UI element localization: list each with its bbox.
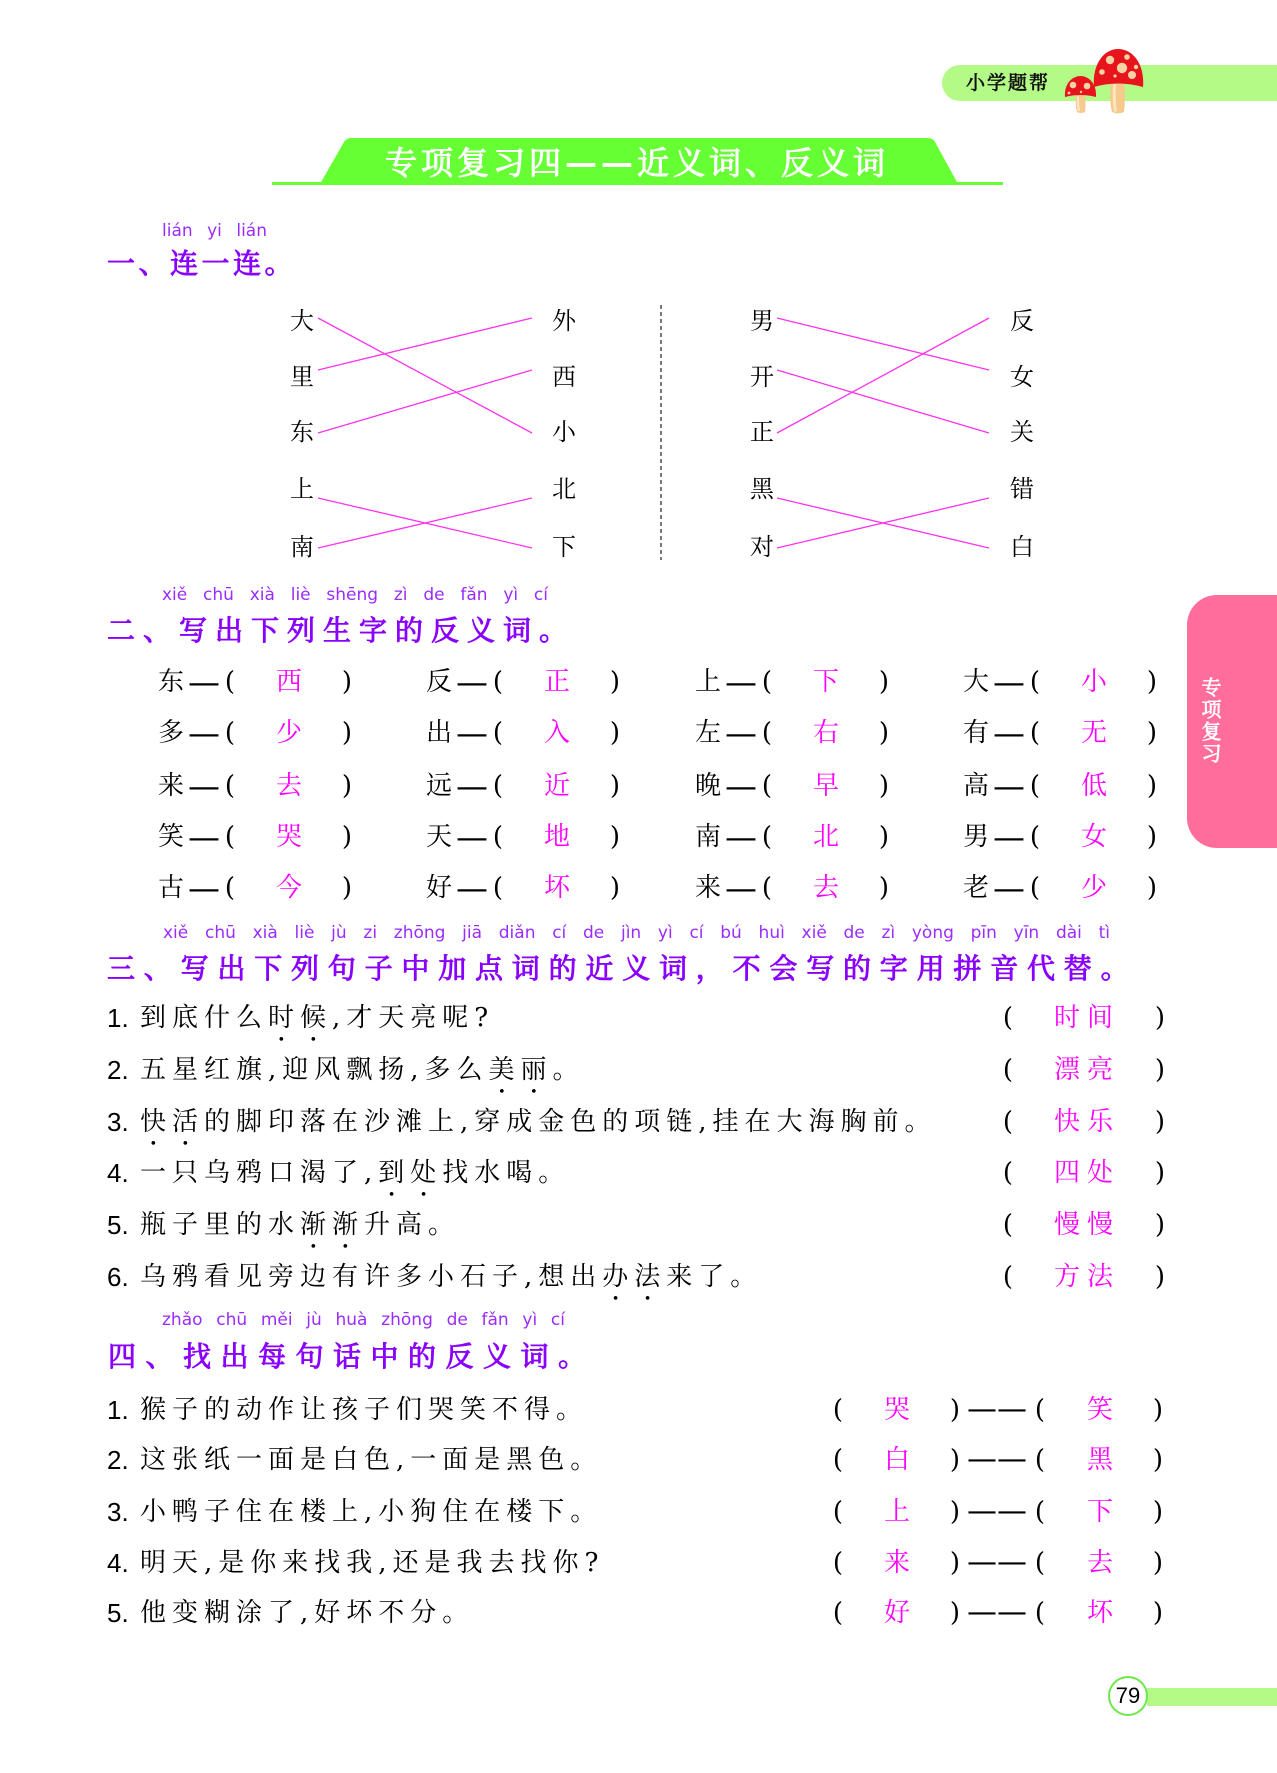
word: 高 [963, 771, 990, 801]
section-3-heading: 三、写出下列句子中加点词的近义词，不会写的字用拼音代替。 [107, 952, 1138, 985]
match-left-char: 南 [290, 533, 314, 561]
answer: 少 [276, 718, 303, 748]
close-paren: ) [1154, 1158, 1166, 1188]
open-paren: ( [1029, 667, 1041, 697]
answer-first: 白 [884, 1445, 911, 1475]
answer: 去 [813, 873, 840, 903]
answer: 北 [813, 822, 840, 852]
match-left-char: 东 [290, 418, 314, 446]
open-paren: ( [832, 1395, 844, 1425]
word: 有 [963, 718, 990, 748]
sentence-text-after: 找水喝。 [442, 1158, 571, 1188]
dash: — [993, 770, 1025, 802]
sentence-text-before: 到底什么 [140, 1003, 269, 1033]
antonym-pair [963, 717, 1173, 749]
answer: 坏 [544, 873, 571, 903]
open-paren: ( [224, 822, 236, 852]
match-left-char: 对 [750, 533, 774, 561]
open-paren: ( [224, 667, 236, 697]
item-number: 3. [107, 1497, 129, 1527]
answer: 哭 [276, 822, 303, 852]
antonym-pair [963, 872, 1173, 904]
page-number: 79 [1108, 1676, 1148, 1716]
sentence [140, 1209, 460, 1255]
sentence: 明天,是你来找我,还是我去找你? [140, 1548, 605, 1578]
sentence: 这张纸一面是白色,一面是黑色。 [140, 1445, 603, 1475]
match-left-char: 男 [750, 307, 774, 335]
sentence [140, 1157, 570, 1203]
sentence [140, 1261, 762, 1307]
match-left-char: 正 [750, 418, 774, 446]
close-paren: ) [609, 822, 621, 852]
answer: 四处 [1054, 1158, 1121, 1188]
connector-dash: —— [967, 1547, 1027, 1579]
item-number: 2. [107, 1445, 129, 1475]
close-paren: ) [609, 771, 621, 801]
dash: — [188, 872, 220, 904]
close-paren: ) [341, 667, 353, 697]
match-left-char: 里 [290, 363, 314, 391]
dash: — [993, 872, 1025, 904]
dash: — [188, 770, 220, 802]
item-number: 4. [107, 1548, 129, 1578]
answer: 去 [276, 771, 303, 801]
item-number: 4. [107, 1158, 129, 1188]
open-paren: ( [1002, 1107, 1014, 1137]
match-right-char: 白 [1010, 533, 1034, 561]
match-right-char: 外 [552, 307, 576, 335]
word: 晚 [695, 771, 722, 801]
open-paren: ( [492, 873, 504, 903]
page-footer-bar [1147, 1688, 1277, 1706]
answer-first: 哭 [884, 1395, 911, 1425]
antonym-pair [963, 821, 1173, 853]
dash: — [456, 666, 488, 698]
close-paren: ) [609, 873, 621, 903]
match-left-char: 大 [290, 307, 314, 335]
item-number: 6. [107, 1262, 129, 1292]
dash: — [725, 770, 757, 802]
answer-second: 笑 [1087, 1395, 1114, 1425]
match-right-char: 西 [552, 363, 576, 391]
match-line [777, 370, 989, 433]
close-paren: ) [1152, 1497, 1164, 1527]
dash: — [456, 872, 488, 904]
antonym-pair [426, 666, 636, 698]
sentence-text-after: 来了。 [666, 1262, 763, 1292]
match-right-char: 错 [1010, 475, 1034, 503]
word: 老 [963, 873, 990, 903]
dash: — [993, 717, 1025, 749]
word: 反 [426, 667, 453, 697]
close-paren: ) [1154, 1107, 1166, 1137]
close-paren: ) [1154, 1003, 1166, 1033]
sentence: 小鸭子住在楼上,小狗住在楼下。 [140, 1497, 603, 1527]
sentence-row [0, 1394, 1277, 1426]
answer: 近 [544, 771, 571, 801]
close-paren: ) [1154, 1210, 1166, 1240]
section-4-pinyin: zhǎo chū měi jù huà zhōng de fǎn yì cí [162, 1310, 565, 1330]
dash: — [188, 717, 220, 749]
answer: 小 [1081, 667, 1108, 697]
antonym-pair [426, 821, 636, 853]
open-paren: ( [1002, 1262, 1014, 1292]
sentence-row [0, 1157, 1277, 1189]
word: 南 [695, 822, 722, 852]
dash: — [188, 821, 220, 853]
match-right-char: 女 [1010, 363, 1034, 391]
word: 来 [158, 771, 185, 801]
open-paren: ( [1029, 718, 1041, 748]
close-paren: ) [1146, 771, 1158, 801]
open-paren: ( [832, 1497, 844, 1527]
open-paren: ( [761, 667, 773, 697]
antonym-pair [158, 770, 368, 802]
close-paren: ) [609, 667, 621, 697]
word: 男 [963, 822, 990, 852]
open-paren: ( [1034, 1548, 1046, 1578]
close-paren: ) [1152, 1395, 1164, 1425]
answer: 时间 [1054, 1003, 1121, 1033]
close-paren: ) [1152, 1445, 1164, 1475]
answer-first: 好 [884, 1598, 911, 1628]
item-number: 5. [107, 1598, 129, 1628]
open-paren: ( [761, 718, 773, 748]
match-left-char: 开 [750, 363, 774, 391]
sentence-row [0, 1002, 1277, 1034]
match-line [318, 318, 532, 370]
antonym-pair [158, 717, 368, 749]
word: 天 [426, 822, 453, 852]
open-paren: ( [761, 822, 773, 852]
sentence-text-before: 瓶子里的水 [140, 1210, 301, 1240]
close-paren: ) [609, 718, 621, 748]
match-right-char: 北 [552, 475, 576, 503]
match-right-char: 小 [552, 418, 576, 446]
close-paren: ) [949, 1548, 961, 1578]
open-paren: ( [1002, 1055, 1014, 1085]
sentence: 他变糊涂了,好坏不分。 [140, 1598, 475, 1628]
word: 多 [158, 718, 185, 748]
answer-second: 坏 [1087, 1598, 1114, 1628]
section-3-pinyin: xiě chū xià liè jù zi zhōng jiā diǎn cí de jìn yì cí bú huì xiě de zì yòng pīn yīn dài tì [163, 923, 1110, 943]
antonym-pair [426, 770, 636, 802]
section-1-heading: 一、连一连。 [107, 247, 297, 280]
match-line [318, 318, 532, 433]
sentence-text-after: 升高。 [364, 1210, 461, 1240]
antonym-pair [426, 872, 636, 904]
dotted-word: 渐渐 [300, 1210, 365, 1240]
open-paren: ( [224, 718, 236, 748]
word: 出 [426, 718, 453, 748]
answer: 无 [1081, 718, 1108, 748]
word: 好 [426, 873, 453, 903]
open-paren: ( [1034, 1445, 1046, 1475]
answer: 快乐 [1054, 1107, 1121, 1137]
word: 大 [963, 667, 990, 697]
dotted-word: 时候 [268, 1003, 333, 1033]
match-line [777, 318, 989, 370]
sentence-row [0, 1209, 1277, 1241]
word: 笑 [158, 822, 185, 852]
open-paren: ( [492, 822, 504, 852]
match-line [318, 370, 532, 433]
answer: 今 [276, 873, 303, 903]
sentence-row [0, 1106, 1277, 1138]
sentence-text-before: 五星红旗,迎风飘扬,多么 [140, 1055, 489, 1085]
item-number: 1. [107, 1003, 129, 1033]
sentence-text-after: 的脚印落在沙滩上,穿成金色的项链,挂在大海胸前。 [204, 1107, 937, 1137]
dash: — [725, 821, 757, 853]
match-right-char: 下 [552, 533, 576, 561]
sentence: 猴子的动作让孩子们哭笑不得。 [140, 1395, 589, 1425]
dash: — [456, 717, 488, 749]
answer: 女 [1081, 822, 1108, 852]
page-title: 专项复习四——近义词、反义词 [385, 144, 890, 182]
match-left-char: 上 [290, 475, 314, 503]
item-number: 2. [107, 1055, 129, 1085]
connector-dash: —— [967, 1444, 1027, 1476]
sentence-text-after: 。 [552, 1055, 585, 1085]
section-1-pinyin: lián yi lián [162, 221, 267, 241]
close-paren: ) [1154, 1262, 1166, 1292]
dash: — [993, 666, 1025, 698]
item-number: 1. [107, 1395, 129, 1425]
item-number: 3. [107, 1107, 129, 1137]
answer-first: 上 [884, 1497, 911, 1527]
open-paren: ( [1034, 1395, 1046, 1425]
dash: — [456, 821, 488, 853]
match-line [777, 318, 989, 433]
dotted-word: 办法 [602, 1262, 667, 1292]
open-paren: ( [1002, 1158, 1014, 1188]
section-2-heading: 二、写出下列生字的反义词。 [107, 614, 576, 647]
antonym-pair [158, 821, 368, 853]
close-paren: ) [341, 771, 353, 801]
open-paren: ( [1029, 771, 1041, 801]
antonym-pair [695, 821, 905, 853]
answer: 早 [813, 771, 840, 801]
answer: 漂亮 [1054, 1055, 1121, 1085]
sentence-text-after: ,才天亮呢? [332, 1003, 495, 1033]
close-paren: ) [341, 873, 353, 903]
answer: 入 [544, 718, 571, 748]
word: 远 [426, 771, 453, 801]
sentence-row [0, 1261, 1277, 1293]
answer: 低 [1081, 771, 1108, 801]
dotted-word: 快活 [140, 1107, 205, 1137]
answer: 西 [276, 667, 303, 697]
sentence-text-before: 一只乌鸦口渴了, [140, 1158, 379, 1188]
open-paren: ( [492, 718, 504, 748]
answer-first: 来 [884, 1548, 911, 1578]
antonym-pair [963, 666, 1173, 698]
section-4-heading: 四、找出每句话中的反义词。 [108, 1340, 596, 1373]
word: 来 [695, 873, 722, 903]
close-paren: ) [949, 1598, 961, 1628]
dotted-word: 到处 [378, 1158, 443, 1188]
match-left-char: 黑 [750, 475, 774, 503]
antonym-pair [695, 666, 905, 698]
answer: 慢慢 [1054, 1210, 1121, 1240]
word: 古 [158, 873, 185, 903]
open-paren: ( [492, 771, 504, 801]
dash: — [456, 770, 488, 802]
antonym-pair [158, 872, 368, 904]
answer-second: 下 [1087, 1497, 1114, 1527]
close-paren: ) [878, 667, 890, 697]
open-paren: ( [1029, 873, 1041, 903]
open-paren: ( [832, 1445, 844, 1475]
close-paren: ) [878, 822, 890, 852]
open-paren: ( [1034, 1598, 1046, 1628]
open-paren: ( [1029, 822, 1041, 852]
sentence [140, 1106, 937, 1152]
connector-dash: —— [967, 1394, 1027, 1426]
answer: 下 [813, 667, 840, 697]
answer: 正 [544, 667, 571, 697]
open-paren: ( [761, 873, 773, 903]
answer: 地 [544, 822, 571, 852]
dash: — [725, 872, 757, 904]
match-right-char: 关 [1010, 418, 1034, 446]
connector-dash: —— [967, 1496, 1027, 1528]
open-paren: ( [1002, 1210, 1014, 1240]
close-paren: ) [341, 822, 353, 852]
antonym-pair [695, 717, 905, 749]
answer-second: 黑 [1087, 1445, 1114, 1475]
close-paren: ) [878, 873, 890, 903]
close-paren: ) [1152, 1598, 1164, 1628]
antonym-pair [158, 666, 368, 698]
antonym-pair [695, 770, 905, 802]
brand-label: 小学题帮 [966, 72, 1051, 94]
side-tab-label: 专项复习 [1198, 677, 1222, 765]
sentence-text-before: 乌鸦看见旁边有许多小石子,想出 [140, 1262, 603, 1292]
word: 东 [158, 667, 185, 697]
antonym-pair [695, 872, 905, 904]
close-paren: ) [878, 718, 890, 748]
dash: — [993, 821, 1025, 853]
match-right-char: 反 [1010, 307, 1034, 335]
open-paren: ( [224, 873, 236, 903]
sentence-row [0, 1054, 1277, 1086]
dash: — [188, 666, 220, 698]
answer-second: 去 [1087, 1548, 1114, 1578]
dash: — [725, 666, 757, 698]
close-paren: ) [341, 718, 353, 748]
close-paren: ) [949, 1497, 961, 1527]
close-paren: ) [949, 1395, 961, 1425]
sentence-row [0, 1496, 1277, 1528]
close-paren: ) [1146, 718, 1158, 748]
close-paren: ) [1146, 667, 1158, 697]
connector-dash: —— [967, 1597, 1027, 1629]
word: 上 [695, 667, 722, 697]
close-paren: ) [878, 771, 890, 801]
answer: 少 [1081, 873, 1108, 903]
open-paren: ( [832, 1598, 844, 1628]
dotted-word: 美丽 [488, 1055, 553, 1085]
open-paren: ( [1034, 1497, 1046, 1527]
dash: — [725, 717, 757, 749]
antonym-pair [426, 717, 636, 749]
sentence-row [0, 1547, 1277, 1579]
answer: 右 [813, 718, 840, 748]
open-paren: ( [1002, 1003, 1014, 1033]
sentence-row [0, 1597, 1277, 1629]
item-number: 5. [107, 1210, 129, 1240]
word: 左 [695, 718, 722, 748]
antonym-pair [963, 770, 1173, 802]
answer: 方法 [1054, 1262, 1121, 1292]
open-paren: ( [224, 771, 236, 801]
open-paren: ( [832, 1548, 844, 1578]
open-paren: ( [761, 771, 773, 801]
close-paren: ) [1146, 822, 1158, 852]
sentence-row [0, 1444, 1277, 1476]
sentence [140, 1054, 585, 1100]
close-paren: ) [1146, 873, 1158, 903]
sentence [140, 1002, 494, 1048]
close-paren: ) [949, 1445, 961, 1475]
close-paren: ) [1152, 1548, 1164, 1578]
open-paren: ( [492, 667, 504, 697]
match-lines-canvas [0, 0, 1277, 600]
section-2-pinyin: xiě chū xià liè shēng zì de fǎn yì cí [162, 585, 548, 605]
close-paren: ) [1154, 1055, 1166, 1085]
